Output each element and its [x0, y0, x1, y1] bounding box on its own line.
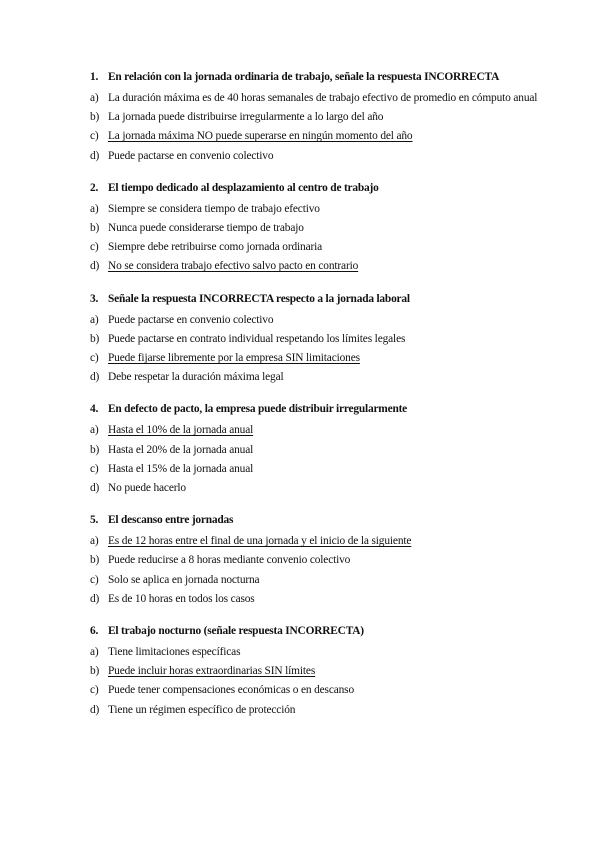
answer-option-c-correct [90, 349, 540, 368]
option-letter: b) [90, 111, 100, 124]
question-text: El tiempo dedicado al desplazamiento al centro de trabajo [108, 181, 379, 194]
answer-option-c [90, 460, 540, 479]
option-letter: b) [90, 443, 100, 456]
option-letter: b) [90, 665, 100, 678]
answer-option-d [90, 368, 540, 387]
option-letter: d) [90, 149, 100, 162]
answer-option-d [90, 479, 540, 498]
answer-option-b-correct [90, 662, 540, 681]
option-letter: a) [90, 535, 99, 548]
question-number: 3. [90, 292, 99, 305]
answer-option-a [90, 200, 540, 219]
answer-option-a-correct [90, 532, 540, 551]
question-number: 1. [90, 71, 99, 83]
question-title [90, 68, 540, 87]
answer-option-c [90, 238, 540, 257]
answer-option-d [90, 147, 540, 166]
question-text: En relación con la jornada ordinaria de trabajo, señale la respuesta INCORRECTA [108, 71, 500, 83]
question-number: 4. [90, 403, 99, 416]
answer-option-b [90, 219, 540, 238]
answer-option-a [90, 89, 540, 108]
option-letter: a) [90, 202, 99, 215]
question-5 [90, 511, 540, 609]
question-title [90, 290, 540, 309]
answer-option-d [90, 701, 540, 720]
answer-option-c-correct [90, 127, 540, 146]
option-text: No se considera trabajo efectivo salvo pacto en contrario [108, 260, 359, 273]
option-text: Hasta el 20% de la jornada anual [108, 443, 254, 456]
option-text: Hasta el 10% de la jornada anual [108, 424, 254, 437]
answer-option-b [90, 441, 540, 460]
question-title [90, 400, 540, 419]
option-letter: d) [90, 482, 100, 495]
answer-option-a [90, 643, 540, 662]
question-2 [90, 179, 540, 277]
option-letter: a) [90, 646, 99, 659]
option-text: Puede pactarse en contrato individual respetando los límites legales [108, 332, 406, 345]
option-text: Siempre se considera tiempo de trabajo efectivo [108, 202, 320, 215]
question-number: 5. [90, 514, 99, 527]
option-text: No puede hacerlo [108, 482, 186, 495]
answer-option-b [90, 108, 540, 127]
option-letter: b) [90, 554, 100, 567]
answer-option-c [90, 681, 540, 700]
option-letter: c) [90, 462, 99, 475]
answer-option-b [90, 551, 540, 570]
question-title [90, 179, 540, 198]
option-letter: c) [90, 352, 99, 365]
question-text: En defecto de pacto, la empresa puede distribuir irregularmente [108, 403, 408, 416]
option-letter: a) [90, 313, 99, 326]
option-letter: a) [90, 424, 99, 437]
option-text: La jornada puede distribuirse irregularmente a lo largo del año [108, 111, 384, 124]
option-text: Es de 10 horas en todos los casos [108, 592, 255, 605]
option-text: Tiene limitaciones específicas [108, 646, 241, 659]
question-number: 2. [90, 181, 99, 194]
option-text: Puede fijarse libremente por la empresa SIN limitaciones [108, 352, 360, 365]
option-letter: b) [90, 222, 100, 235]
question-list [90, 68, 540, 733]
answer-option-d-correct [90, 257, 540, 276]
option-text: Puede pactarse en convenio colectivo [108, 313, 274, 326]
option-text: Puede tener compensaciones económicas o en descanso [108, 684, 355, 697]
option-text: Debe respetar la duración máxima legal [108, 371, 284, 384]
question-3 [90, 290, 540, 388]
option-letter: c) [90, 684, 99, 697]
option-text: Puede pactarse en convenio colectivo [108, 149, 274, 162]
option-letter: c) [90, 241, 99, 254]
option-letter: a) [90, 92, 99, 104]
option-text: Nunca puede considerarse tiempo de trabajo [108, 222, 304, 235]
answer-option-c [90, 571, 540, 590]
question-title [90, 622, 540, 641]
option-letter: d) [90, 371, 100, 384]
answer-option-b [90, 330, 540, 349]
option-text: Solo se aplica en jornada nocturna [108, 573, 260, 586]
option-text: Hasta el 15% de la jornada anual [108, 462, 254, 475]
question-number: 6. [90, 625, 99, 638]
question-title [90, 511, 540, 530]
option-text: La duración máxima es de 40 horas semanales de trabajo efectivo de promedio en cómputo anual [108, 92, 538, 104]
answer-option-a [90, 311, 540, 330]
option-text: La jornada máxima NO puede superarse en ningún momento del año [108, 130, 413, 143]
option-text: Puede incluir horas extraordinarias SIN límites [108, 665, 316, 678]
answer-option-d [90, 590, 540, 609]
option-letter: c) [90, 573, 99, 586]
option-letter: d) [90, 592, 100, 605]
question-text: Señale la respuesta INCORRECTA respecto a la jornada laboral [108, 292, 410, 305]
option-letter: d) [90, 260, 100, 273]
question-6 [90, 622, 540, 720]
option-letter: d) [90, 703, 100, 716]
option-letter: c) [90, 130, 99, 143]
answer-option-a-correct [90, 421, 540, 440]
question-text: El descanso entre jornadas [108, 514, 234, 527]
option-text: Puede reducirse a 8 horas mediante convenio colectivo [108, 554, 351, 567]
option-letter: b) [90, 332, 100, 345]
question-1 [90, 68, 540, 166]
option-text: Siempre debe retribuirse como jornada ordinaria [108, 241, 323, 254]
option-text: Es de 12 horas entre el final de una jornada y el inicio de la siguiente [108, 535, 412, 548]
question-4 [90, 400, 540, 498]
option-text: Tiene un régimen específico de protección [108, 703, 296, 716]
question-text: El trabajo nocturno (señale respuesta INCORRECTA) [108, 625, 364, 638]
